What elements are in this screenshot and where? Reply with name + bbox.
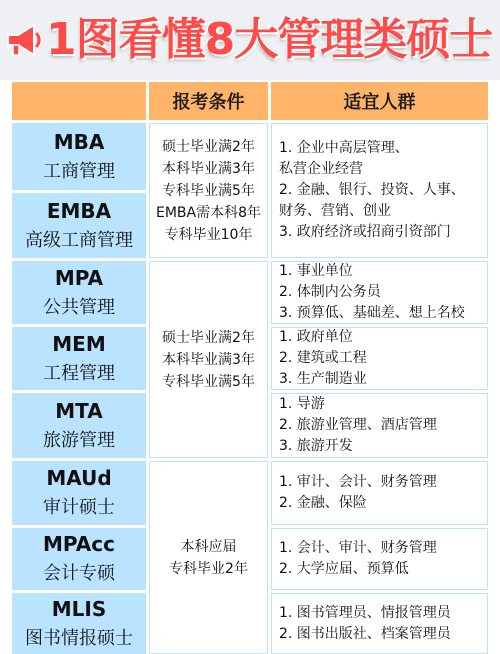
suitable-cell-mpa — [271, 261, 488, 324]
suitable-line: 2. 金融、保险 — [279, 495, 367, 511]
program-name: 工程管理 — [43, 362, 115, 384]
suitable-line: 3. 旅游开发 — [279, 438, 353, 454]
program-code: MAUd — [46, 466, 112, 490]
condition-line: 本科应届 — [180, 538, 237, 555]
program-code: EMBA — [46, 198, 112, 223]
program-code: MTA — [55, 398, 103, 423]
suitable-line: 2. 图书出版社、档案管理员 — [279, 625, 451, 642]
condition-line: 专科毕业10年 — [164, 226, 253, 243]
suitable-line: 1. 导游 — [279, 396, 325, 412]
condition-line: 硕士毕业满2年 — [162, 329, 255, 346]
program-code: MBA — [53, 129, 105, 154]
suitable-cell-mba-emba — [271, 123, 488, 258]
suitable-line: 3. 生产制造业 — [279, 371, 367, 387]
program-code: MPAcc — [43, 532, 115, 556]
suitable-line: 财务、营销、创业 — [279, 203, 391, 219]
program-cell-mlis — [12, 593, 146, 654]
banner — [0, 0, 500, 80]
program-name: 高级工商管理 — [25, 229, 133, 251]
suitable-line: 2. 建筑或工程 — [279, 350, 367, 366]
program-cell-maud — [12, 461, 146, 525]
suitable-line: 1. 审计、会计、财务管理 — [279, 474, 437, 490]
suitable-line: 2. 旅游业管理、酒店管理 — [279, 417, 437, 433]
program-code: MLIS — [51, 596, 107, 621]
suitable-cell-mlis — [271, 593, 488, 654]
program-name: 审计硕士 — [43, 497, 115, 518]
condition-line: 专科毕业满5年 — [162, 182, 255, 199]
suitable-line: 1. 事业单位 — [279, 263, 353, 279]
program-name: 旅游管理 — [43, 429, 115, 451]
suitable-line: 1. 会计、审计、财务管理 — [279, 540, 437, 556]
suitable-line: 3. 政府经济或招商引资部门 — [279, 224, 451, 240]
page-title: 1图看懂8大管理类硕士 — [46, 14, 493, 65]
suitable-line: 2. 金融、银行、投资、人事、 — [279, 182, 465, 198]
suitable-cell-maud — [271, 461, 488, 525]
program-name: 工商管理 — [43, 160, 115, 182]
condition-line: EMBA需本科8年 — [155, 204, 261, 221]
condition-line: 专科毕业满5年 — [162, 373, 255, 390]
suitable-line: 2. 体制内公务员 — [279, 284, 381, 300]
program-name: 图书情报硕士 — [25, 627, 133, 649]
header-suitable: 适宜人群 — [271, 82, 488, 120]
program-name: 公共管理 — [43, 296, 115, 318]
program-cell-mta — [12, 393, 146, 458]
condition-line: 本科毕业满3年 — [162, 160, 255, 177]
suitable-line: 1. 政府单位 — [279, 329, 353, 345]
header-program — [12, 82, 146, 120]
program-cell-mpa — [12, 261, 146, 324]
suitable-line: 1. 图书管理员、情报管理员 — [279, 604, 451, 621]
suitable-cell-mem — [271, 327, 488, 390]
program-cell-mba — [12, 123, 146, 190]
megaphone-icon — [4, 20, 46, 60]
conditions-cell-mba-emba — [149, 123, 268, 258]
conditions-cell-maud-mlis — [149, 461, 268, 654]
suitable-cell-mta — [271, 393, 488, 458]
suitable-line: 2. 大学应届、预算低 — [279, 561, 409, 577]
conditions-cell-mpa-mta — [149, 261, 268, 458]
program-code: MEM — [52, 331, 106, 356]
condition-line: 硕士毕业满2年 — [162, 138, 255, 155]
condition-line: 本科毕业满3年 — [162, 351, 255, 368]
suitable-line: 3. 预算低、基础差、想上名校 — [279, 305, 465, 321]
program-cell-mem — [12, 327, 146, 390]
program-code: MPA — [54, 265, 104, 290]
program-cell-mpacc — [12, 528, 146, 590]
program-cell-emba — [12, 193, 146, 258]
header-conditions: 报考条件 — [149, 82, 268, 120]
program-name: 会计专硕 — [43, 563, 115, 584]
condition-line: 专科毕业2年 — [169, 560, 248, 577]
suitable-cell-mpacc — [271, 528, 488, 590]
suitable-line: 私营企业经营 — [279, 161, 363, 177]
suitable-line: 1. 企业中高层管理、 — [279, 140, 409, 156]
